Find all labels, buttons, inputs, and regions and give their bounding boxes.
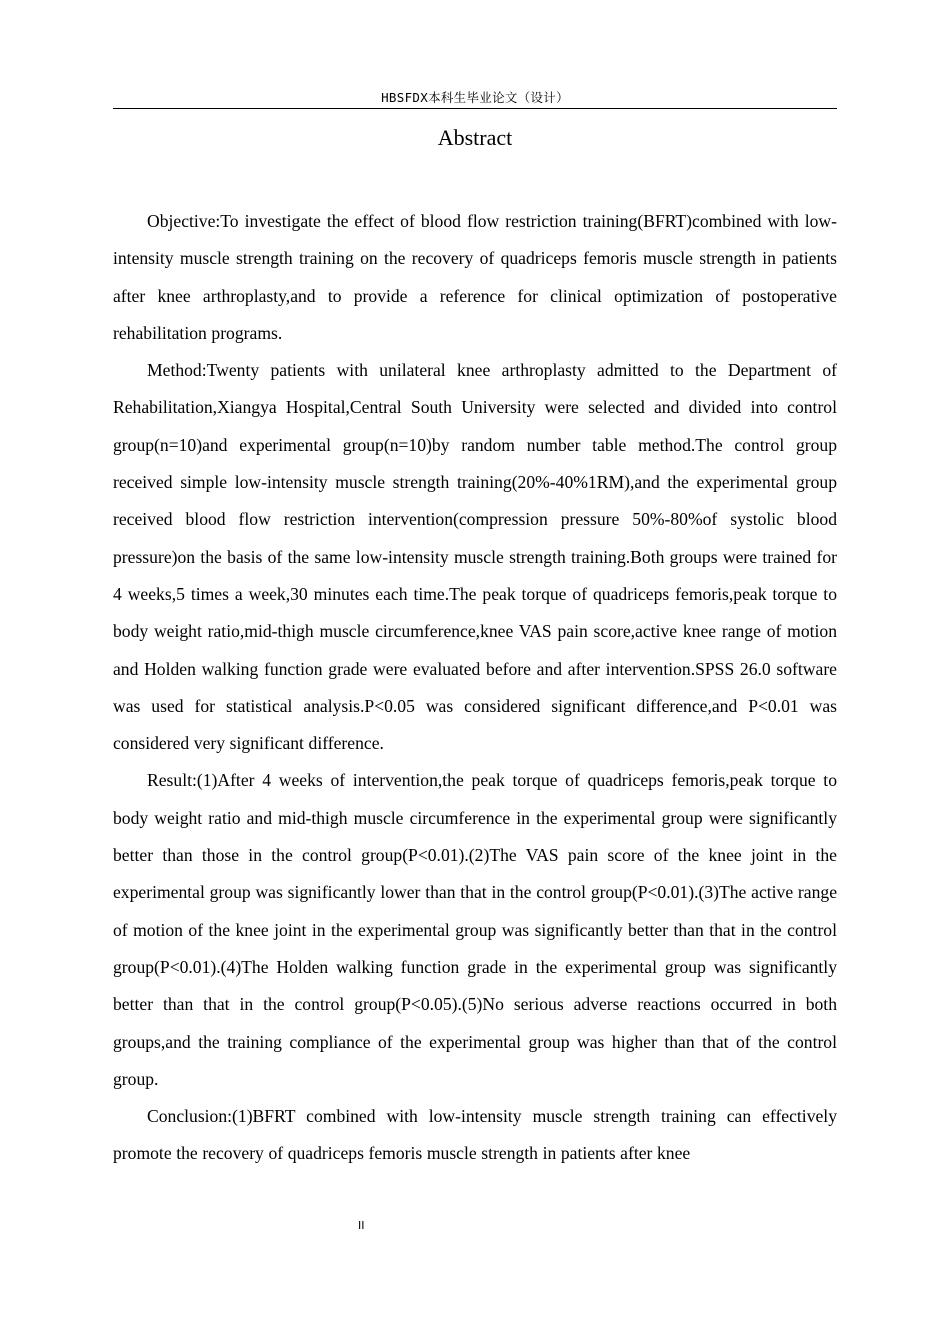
running-header: HBSFDX本科生毕业论文（设计） (381, 90, 569, 105)
method-paragraph: Method:Twenty patients with unilateral knee arthroplasty admitted to the Department of Rehabilitation,Xiangya Hospital,Central South University were selected and divided into control group(n=10)and experimental group(n=10)by random number table method.The control group received simple low-intensity muscle strength training(20%-40%1RM),and the experimental group received blood flow restriction intervention(compression pressure 50%-80%of systolic blood pressure)on the basis of the same low-intensity muscle strength training.Both groups were trained for 4 weeks,5 times a week,30 minutes each time.The peak torque of quadriceps femoris,peak torque to body weight ratio,mid-thigh muscle circumference,knee VAS pain score,active knee range of motion and Holden walking function grade were evaluated before and after intervention.SPSS 26.0 software was used for statistical analysis.P<0.05 was considered significant difference,and P<0.01 was considered very significant difference. (113, 360, 837, 754)
page-number: II (358, 1219, 365, 1232)
abstract-body (113, 203, 837, 1173)
page-title: Abstract (437, 125, 513, 150)
result-paragraph: Result:(1)After 4 weeks of intervention,the peak torque of quadriceps femoris,peak torque to body weight ratio and mid-thigh muscle circumference in the experimental group were significantly better than those in the control group(P<0.01).(2)The VAS pain score of the knee joint in the experimental group was significantly lower than that in the control group(P<0.01).(3)The active range of motion of the knee joint in the experimental group was significantly better than that in the control group(P<0.01).(4)The Holden walking function grade in the experimental group was significantly better than that in the control group(P<0.05).(5)No serious adverse reactions occurred in both groups,and the training compliance of the experimental group was higher than that of the control group. (113, 770, 837, 1089)
header-rule (113, 108, 837, 109)
objective-paragraph: Objective:To investigate the effect of blood flow restriction training(BFRT)combined with low-intensity muscle strength training on the recovery of quadriceps femoris muscle strength in patients after knee arthroplasty,and to provide a reference for clinical optimization of postoperative rehabilitation programs. (113, 211, 837, 343)
conclusion-paragraph: Conclusion:(1)BFRT combined with low-intensity muscle strength training can effectively promote the recovery of quadriceps femoris muscle strength in patients after knee (113, 1106, 837, 1164)
